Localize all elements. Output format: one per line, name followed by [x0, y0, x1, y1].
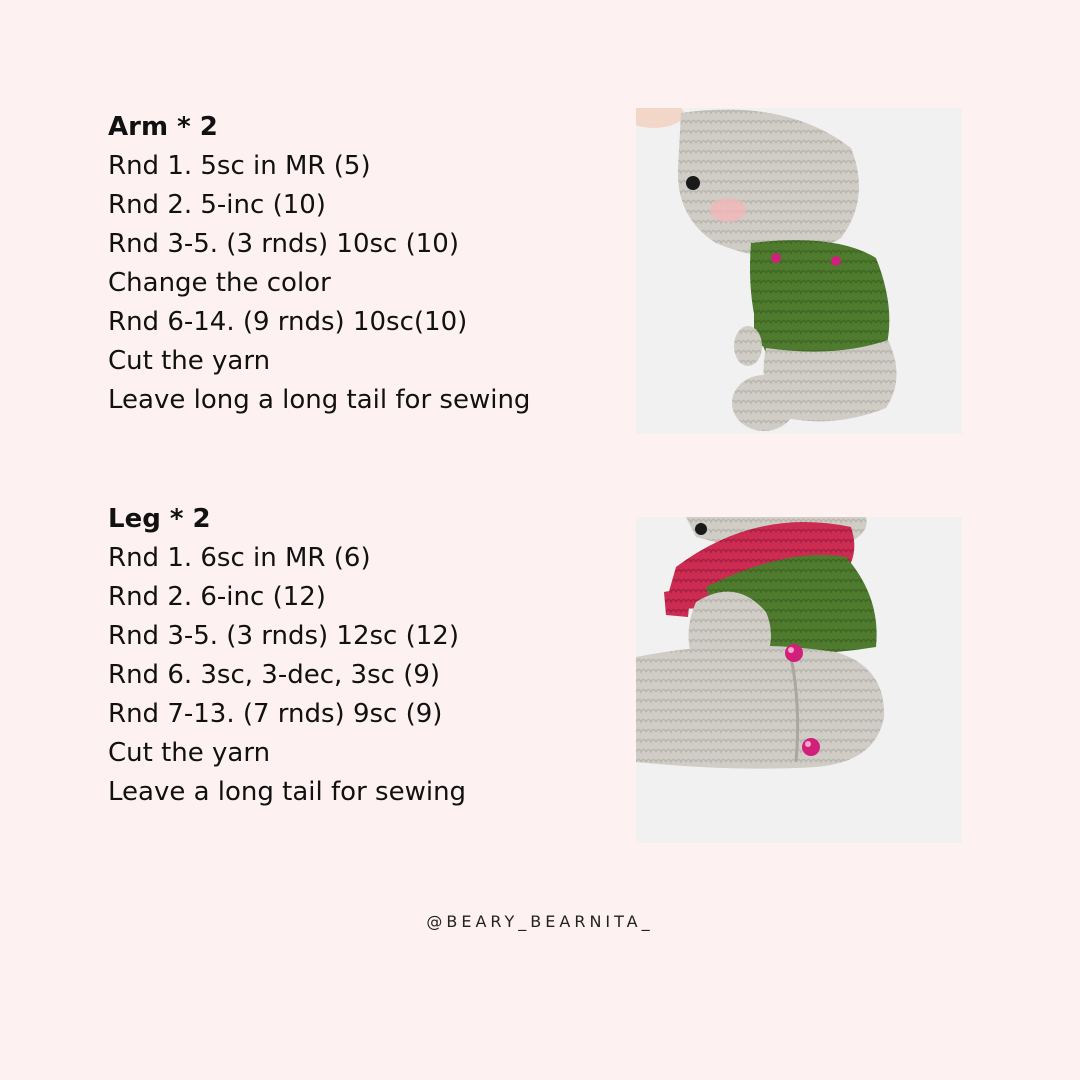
leg-step: Rnd 2. 6-inc (12)	[108, 582, 326, 612]
leg-step: Rnd 7-13. (7 rnds) 9sc (9)	[108, 699, 443, 729]
arm-step: Rnd 6-14. (9 rnds) 10sc(10)	[108, 307, 468, 337]
leg-step: Rnd 3-5. (3 rnds) 12sc (12)	[108, 621, 459, 651]
bunny-arm-illustration	[636, 108, 962, 434]
leg-step: Rnd 6. 3sc, 3-dec, 3sc (9)	[108, 660, 441, 690]
arm-photo	[636, 108, 962, 434]
arm-step: Change the color	[108, 268, 331, 298]
leg-photo	[636, 517, 962, 843]
arm-step: Rnd 3-5. (3 rnds) 10sc (10)	[108, 229, 459, 259]
arm-step: Rnd 1. 5sc in MR (5)	[108, 151, 371, 181]
arm-step: Rnd 2. 5-inc (10)	[108, 190, 326, 220]
instagram-handle: @BEARY_BEARNITA_	[426, 912, 654, 931]
leg-heading: Leg * 2	[108, 504, 211, 534]
bunny-leg-illustration	[636, 517, 962, 843]
arm-step: Leave long a long tail for sewing	[108, 385, 531, 415]
arm-step: Cut the yarn	[108, 346, 271, 376]
leg-step: Cut the yarn	[108, 738, 271, 768]
arm-pattern-section	[108, 108, 608, 420]
leg-pattern-section	[108, 500, 608, 812]
arm-heading: Arm * 2	[108, 112, 218, 142]
leg-step: Rnd 1. 6sc in MR (6)	[108, 543, 371, 573]
leg-step: Leave a long tail for sewing	[108, 777, 467, 807]
